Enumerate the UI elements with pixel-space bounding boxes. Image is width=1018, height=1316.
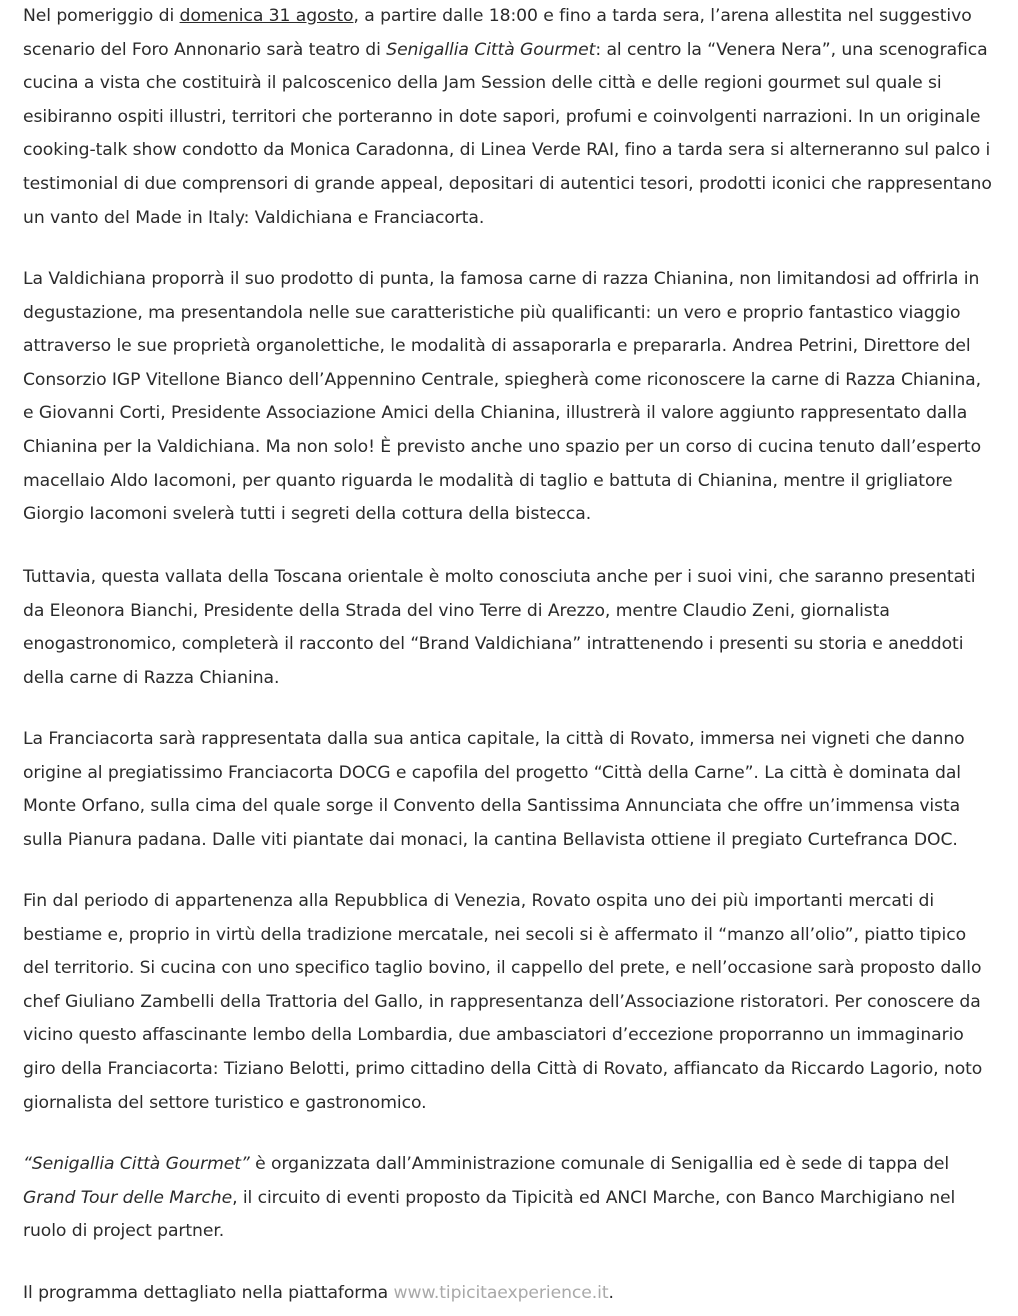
event-name-italic: Senigallia Città Gourmet (386, 39, 596, 60)
paragraph-franciacorta: La Franciacorta sarà rappresentata dalla sua antica capitale, la città di Rovato, immersa nei vigneti che danno origine al pregiatissimo Franciacorta DOCG e capofila del progetto “Città della Carne”. La città è dominata dal Monte Orfano, sulla cima del quale sorge il Convento della Santissima Annunciata che offre un’immensa vista sulla Pianura padana. Dalle viti piantate dai monaci, la cantina Bellavista ottiene il pregiato Curtefranca DOC. (23, 729, 965, 850)
organization-text: è organizzata dall’Amministrazione comunale di Senigallia ed è sede di tappa del (249, 1154, 950, 1174)
paragraph-organization (23, 1148, 996, 1249)
intro-rest-text: : al centro la “Venera Nera”, una scenografica cucina a vista che costituirà il palcoscenico della Jam Session delle città e delle regioni gourmet sul quale si esibiranno ospiti illustri, territori che porteranno in dote sapori, profumi e coinvolgenti narrazioni. In un originale cooking-talk show condotto da Monica Caradonna, di Linea Verde RAI, fino a tarda sera si alterneranno sul palco i testimonial di due comprensori di grande appeal, depositari di autentici tesori, prodotti iconici che rappresentano un vanto del Made in Italy: Valdichiana e Franciacorta. (23, 39, 992, 228)
event-name-quoted: “Senigallia Città Gourmet” (23, 1154, 250, 1174)
website-link[interactable]: www.tipicitaexperience.it (393, 1283, 609, 1303)
intro-time-text: , a partire dalle 18:00 e fino a tarda sera, l’arena allestita nel suggestivo scenario del Foro Annonario sarà teatro di (23, 6, 972, 60)
paragraph-wines: Tuttavia, questa vallata della Toscana orientale è molto conosciuta anche per i suoi vini, che saranno presentati da Eleonora Bianchi, Presidente della Strada del vino Terre di Arezzo, mentre Claudio Zeni, giornalista enogastronomico, completerà il racconto del “Brand Valdichiana” intrattenendo i presenti su storia e aneddoti della carne di Razza Chianina. (23, 567, 976, 688)
intro-lead-text: Nel pomeriggio di (23, 6, 180, 26)
tour-name-italic: Grand Tour delle Marche (23, 1187, 233, 1208)
date-link[interactable]: domenica 31 agosto (179, 6, 354, 26)
paragraph-rovato: Fin dal periodo di appartenenza alla Repubblica di Venezia, Rovato ospita uno dei più importanti mercati di bestiame e, proprio in virtù della tradizione mercatale, nei secoli si è affermato il “manzo all’olio”, piatto tipico del territorio. Si cucina con uno specifico taglio bovino, il cappello del prete, e nell’occasione sarà proposto dallo chef Giuliano Zambelli della Trattoria del Gallo, in rappresentanza dell’Associazione ristoratori. Per conoscere da vicino questo affascinante lembo della Lombardia, due ambasciatori d’eccezione proporranno un immaginario giro della Franciacorta: Tiziano Belotti, primo cittadino della Città di Rovato, affiancato da Riccardo Lagorio, noto giornalista del settore turistico e gastronomico. (23, 891, 983, 1113)
program-period: . (608, 1283, 614, 1303)
program-lead-text: Il programma dettagliato nella piattaforma (23, 1283, 394, 1303)
paragraph-intro (23, 0, 996, 235)
paragraph-valdichiana: La Valdichiana proporrà il suo prodotto di punta, la famosa carne di razza Chianina, non limitandosi ad offrirla in degustazione, ma presentandola nelle sue caratteristiche più qualificanti: un vero e proprio fantastico viaggio attraverso le sue proprietà organolettiche, le modalità di assaporarla e prepararla. Andrea Petrini, Direttore del Consorzio IGP Vitellone Bianco dell’Appennino Centrale, spiegherà come riconoscere la carne di Razza Chianina, e Giovanni Corti, Presidente Associazione Amici della Chianina, illustrerà il valore aggiunto rappresentato dalla Chianina per la Valdichiana. Ma non solo! È previsto anche uno spazio per un corso di cucina tenuto dall’esperto macellaio Aldo Iacomoni, per quanto riguarda le modalità di taglio e battuta di Chianina, mentre il grigliatore Giorgio Iacomoni svelerà tutti i segreti della cottura della bistecca. (23, 269, 982, 525)
organization-rest-text: , il circuito di eventi proposto da Tipicità ed ANCI Marche, con Banco Marchigiano nel ruolo di project partner. (23, 1187, 956, 1242)
paragraph-program (23, 1277, 996, 1311)
